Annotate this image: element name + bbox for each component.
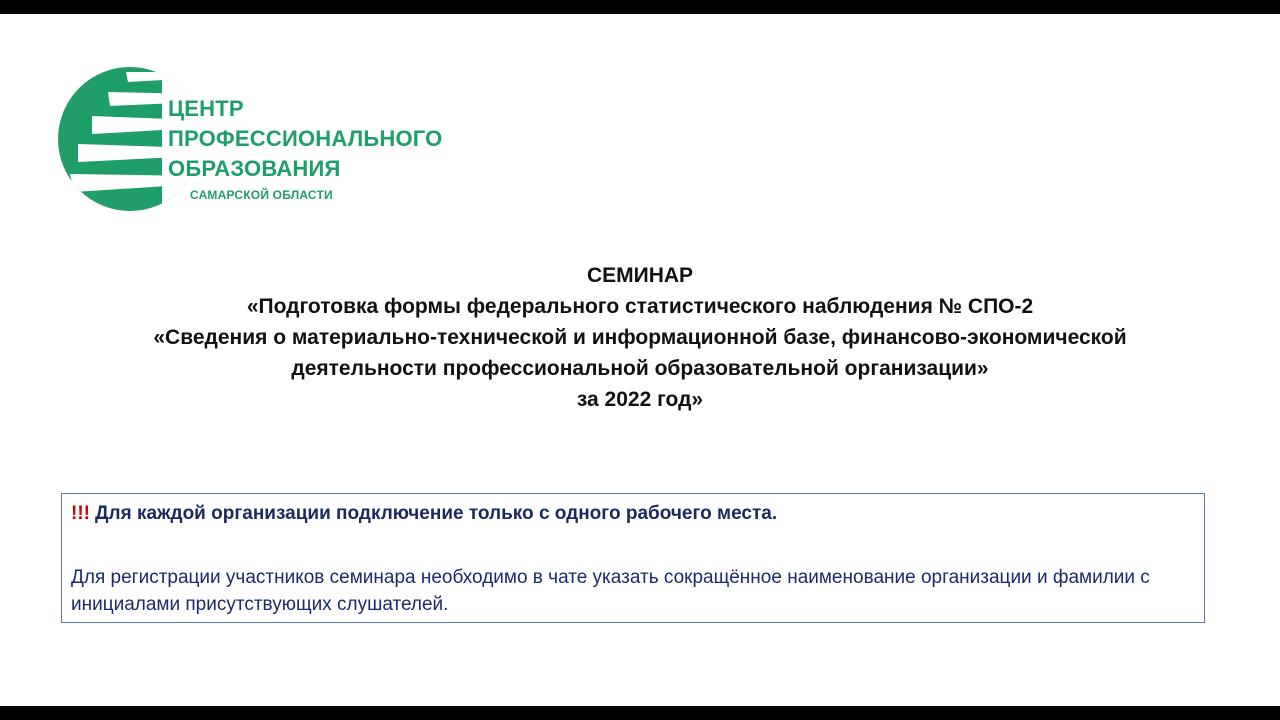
- notice-warning: [71, 503, 777, 525]
- logo-word: ЕНТР: [184, 96, 244, 121]
- warning-marks: !!!: [71, 503, 90, 524]
- logo-word: БРАЗОВАНИЯ: [185, 156, 341, 181]
- logo-line-3: [168, 154, 442, 184]
- logo-line-2: [168, 124, 442, 154]
- notice-box: [61, 493, 1205, 623]
- notice-info: Для регистрации участников семинара необходимо в чате указать сокращённое наименование организации и фамилии с инициалами присутствующих слушателей.: [71, 567, 1150, 615]
- title-line: «Сведения о материально-технической и информационной базе, финансово-экономической: [153, 326, 1127, 349]
- logo-word: РОФЕССИОНАЛЬНОГО: [184, 126, 443, 151]
- title-line: СЕМИНАР: [586, 264, 694, 287]
- logo-line-1: [168, 94, 442, 124]
- logo-text: [168, 94, 442, 202]
- title-line: деятельности профессиональной образовательной организации»: [291, 357, 989, 380]
- title-line: за 2022 год»: [576, 388, 704, 411]
- logo-subtitle: САМАРСКОЙ ОБЛАСТИ: [190, 188, 333, 202]
- logo: [58, 64, 478, 214]
- slide: [0, 14, 1280, 706]
- logo-initial: Ц: [168, 96, 185, 121]
- logo-initial: П: [168, 126, 185, 151]
- title-line: «Подготовка формы федерального статистического наблюдения № СПО-2: [246, 295, 1034, 318]
- logo-initial: О: [168, 156, 186, 181]
- warning-text: Для каждой организации подключение только с одного рабочего места.: [94, 503, 778, 524]
- seminar-title: [40, 260, 1240, 415]
